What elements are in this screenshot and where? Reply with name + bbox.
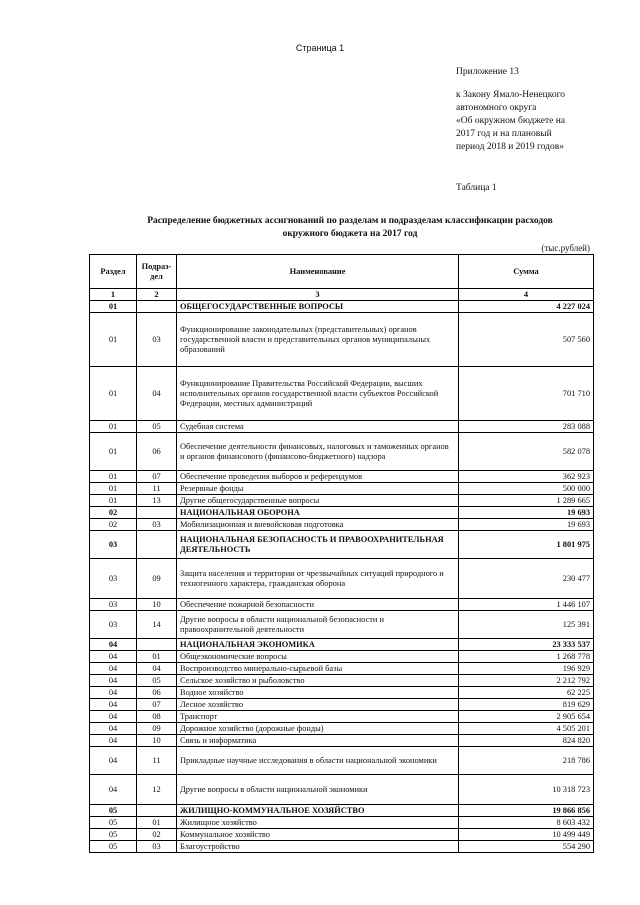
amount-cell: 4 227 024 — [459, 301, 594, 313]
section-code-cell: 03 — [90, 531, 137, 559]
name-cell: Прикладные научные исследования в области национальной экономики — [177, 747, 459, 775]
section-code-cell: 05 — [90, 805, 137, 817]
subsection-code-cell: 04 — [137, 663, 177, 675]
amount-cell: 701 710 — [459, 367, 594, 421]
table-row — [90, 723, 594, 735]
section-code-cell: 04 — [90, 663, 137, 675]
subsection-code-cell: 02 — [137, 829, 177, 841]
subsection-code-cell: 07 — [137, 471, 177, 483]
header-subsection: Подраз-дел — [137, 255, 177, 289]
amount-cell: 2 905 654 — [459, 711, 594, 723]
name-cell: Общеэкономические вопросы — [177, 651, 459, 663]
subsection-code-cell: 09 — [137, 723, 177, 735]
table-row — [90, 663, 594, 675]
section-code-cell: 04 — [90, 711, 137, 723]
appendix-line: «Об окружном бюджете на — [456, 116, 566, 126]
section-code-cell: 05 — [90, 841, 137, 853]
amount-cell: 10 499 449 — [459, 829, 594, 841]
amount-cell: 23 333 537 — [459, 639, 594, 651]
section-code-cell: 04 — [90, 651, 137, 663]
subsection-code-cell: 06 — [137, 687, 177, 699]
appendix-block — [456, 66, 565, 154]
amount-cell: 196 929 — [459, 663, 594, 675]
name-cell: Мобилизационная и вневойсковая подготовка — [177, 519, 459, 531]
section-code-cell: 04 — [90, 723, 137, 735]
amount-cell: 230 477 — [459, 559, 594, 599]
subsection-code-cell: 03 — [137, 841, 177, 853]
subsection-code-cell — [137, 301, 177, 313]
section-code-cell: 05 — [90, 829, 137, 841]
name-cell: ЖИЛИЩНО-КОММУНАЛЬНОЕ ХОЗЯЙСТВО — [177, 805, 459, 817]
table-row — [90, 471, 594, 483]
table-row — [90, 495, 594, 507]
subsection-code-cell: 04 — [137, 367, 177, 421]
amount-cell: 824 820 — [459, 735, 594, 747]
table-row — [90, 313, 594, 367]
column-number: 4 — [459, 289, 594, 301]
header-name: Наименование — [177, 255, 459, 289]
appendix-line: к Закону Ямало-Ненецкого — [456, 90, 566, 100]
amount-cell: 62 225 — [459, 687, 594, 699]
name-cell: Транспорт — [177, 711, 459, 723]
section-code-cell: 04 — [90, 735, 137, 747]
subsection-code-cell: 10 — [137, 599, 177, 611]
subsection-code-cell: 01 — [137, 651, 177, 663]
name-cell: Лесное хозяйство — [177, 699, 459, 711]
amount-cell: 19 866 856 — [459, 805, 594, 817]
table-row — [90, 747, 594, 775]
amount-cell: 10 318 723 — [459, 775, 594, 805]
table-row — [90, 711, 594, 723]
name-cell: Обеспечение проведения выборов и референдумов — [177, 471, 459, 483]
table-row — [90, 559, 594, 599]
amount-cell: 19 693 — [459, 507, 594, 519]
subsection-code-cell — [137, 507, 177, 519]
amount-cell: 582 078 — [459, 433, 594, 471]
table-row — [90, 519, 594, 531]
subsection-code-cell: 09 — [137, 559, 177, 599]
page-label: Страница 1 — [295, 43, 345, 53]
table-label: Таблица 1 — [456, 183, 497, 193]
appendix-line: автономного округа — [456, 103, 537, 113]
table-row — [90, 775, 594, 805]
subsection-code-cell: 10 — [137, 735, 177, 747]
name-cell: Другие вопросы в области национальной безопасности и правоохранительной деятельности — [177, 611, 459, 639]
table-row — [90, 611, 594, 639]
numbering-row — [90, 289, 594, 301]
table-row — [90, 433, 594, 471]
appendix-line: 2017 год и на плановый — [456, 129, 552, 139]
subsection-code-cell: 05 — [137, 675, 177, 687]
section-code-cell: 04 — [90, 675, 137, 687]
amount-cell: 1 446 107 — [459, 599, 594, 611]
table-row — [90, 599, 594, 611]
budget-table — [89, 254, 594, 853]
section-code-cell: 04 — [90, 639, 137, 651]
section-total-row — [90, 531, 594, 559]
section-code-cell: 03 — [90, 559, 137, 599]
section-code-cell: 03 — [90, 611, 137, 639]
document-title-line: окружного бюджета на 2017 год — [282, 229, 418, 239]
table-row — [90, 817, 594, 829]
section-total-row — [90, 301, 594, 313]
section-code-cell: 01 — [90, 433, 137, 471]
name-cell: Водное хозяйство — [177, 687, 459, 699]
table-row — [90, 699, 594, 711]
amount-cell: 362 923 — [459, 471, 594, 483]
amount-cell: 218 786 — [459, 747, 594, 775]
subsection-code-cell — [137, 639, 177, 651]
section-code-cell: 01 — [90, 495, 137, 507]
amount-cell: 19 693 — [459, 519, 594, 531]
amount-cell: 8 603 432 — [459, 817, 594, 829]
table-row — [90, 675, 594, 687]
document-title-line: Распределение бюджетных ассигнований по разделам и подразделам классификации расходов — [147, 216, 553, 226]
subsection-code-cell: 07 — [137, 699, 177, 711]
name-cell: НАЦИОНАЛЬНАЯ ЭКОНОМИКА — [177, 639, 459, 651]
table-row — [90, 829, 594, 841]
name-cell: Связь и информатика — [177, 735, 459, 747]
amount-cell: 1 268 778 — [459, 651, 594, 663]
name-cell: Другие вопросы в области национальной экономики — [177, 775, 459, 805]
section-code-cell: 01 — [90, 367, 137, 421]
amount-cell: 4 505 201 — [459, 723, 594, 735]
name-cell: Функционирование Правительства Российской Федерации, высших исполнительных органов государственной власти субъектов Российской Федерации, местных администраций — [177, 367, 459, 421]
amount-cell: 1 801 975 — [459, 531, 594, 559]
table-row — [90, 483, 594, 495]
table-row — [90, 421, 594, 433]
table-row — [90, 841, 594, 853]
section-code-cell: 02 — [90, 507, 137, 519]
name-cell: Резервные фонды — [177, 483, 459, 495]
document-title — [90, 215, 610, 241]
subsection-code-cell — [137, 531, 177, 559]
amount-cell: 554 290 — [459, 841, 594, 853]
section-total-row — [90, 805, 594, 817]
name-cell: Воспроизводство минерально-сырьевой базы — [177, 663, 459, 675]
name-cell: Защита населения и территории от чрезвычайных ситуаций природного и техногенного характера, гражданская оборона — [177, 559, 459, 599]
name-cell: Другие общегосударственные вопросы — [177, 495, 459, 507]
subsection-code-cell: 03 — [137, 519, 177, 531]
section-code-cell: 01 — [90, 301, 137, 313]
name-cell: Жилищное хозяйство — [177, 817, 459, 829]
section-code-cell: 04 — [90, 699, 137, 711]
name-cell: Судебная система — [177, 421, 459, 433]
amount-cell: 819 629 — [459, 699, 594, 711]
subsection-code-cell: 11 — [137, 483, 177, 495]
table-row — [90, 687, 594, 699]
column-number: 3 — [177, 289, 459, 301]
subsection-code-cell: 05 — [137, 421, 177, 433]
section-code-cell: 01 — [90, 471, 137, 483]
appendix-line: период 2018 и 2019 годов» — [456, 142, 564, 152]
name-cell: Благоустройство — [177, 841, 459, 853]
subsection-code-cell — [137, 805, 177, 817]
section-code-cell: 01 — [90, 421, 137, 433]
name-cell: Функционирование законодательных (представительных) органов государственной власти и представительных органов муниципальных образований — [177, 313, 459, 367]
table-body — [90, 301, 594, 853]
subsection-code-cell: 08 — [137, 711, 177, 723]
section-code-cell: 01 — [90, 313, 137, 367]
name-cell: Коммунальное хозяйство — [177, 829, 459, 841]
column-number: 2 — [137, 289, 177, 301]
amount-cell: 2 212 792 — [459, 675, 594, 687]
name-cell: НАЦИОНАЛЬНАЯ БЕЗОПАСНОСТЬ И ПРАВООХРАНИТЕЛЬНАЯ ДЕЯТЕЛЬНОСТЬ — [177, 531, 459, 559]
amount-cell: 500 000 — [459, 483, 594, 495]
subsection-code-cell: 06 — [137, 433, 177, 471]
amount-cell: 507 560 — [459, 313, 594, 367]
subsection-code-cell: 12 — [137, 775, 177, 805]
section-code-cell: 04 — [90, 747, 137, 775]
subsection-code-cell: 01 — [137, 817, 177, 829]
amount-cell: 125 391 — [459, 611, 594, 639]
section-total-row — [90, 507, 594, 519]
section-code-cell: 04 — [90, 775, 137, 805]
appendix-title: Приложение 13 — [456, 67, 519, 77]
subsection-code-cell: 14 — [137, 611, 177, 639]
subsection-code-cell: 03 — [137, 313, 177, 367]
name-cell: Сельское хозяйство и рыболовство — [177, 675, 459, 687]
table-row — [90, 651, 594, 663]
subsection-code-cell: 11 — [137, 747, 177, 775]
section-total-row — [90, 639, 594, 651]
column-number: 1 — [90, 289, 137, 301]
name-cell: НАЦИОНАЛЬНАЯ ОБОРОНА — [177, 507, 459, 519]
units-label: (тыс.рублей) — [541, 243, 590, 253]
header-section: Раздел — [90, 255, 137, 289]
table-row — [90, 735, 594, 747]
amount-cell: 1 289 665 — [459, 495, 594, 507]
name-cell: Обеспечение деятельности финансовых, налоговых и таможенных органов и органов финансового (финансово-бюджетного) надзора — [177, 433, 459, 471]
subsection-code-cell: 13 — [137, 495, 177, 507]
table-row — [90, 367, 594, 421]
section-code-cell: 04 — [90, 687, 137, 699]
header-amount: Сумма — [459, 255, 594, 289]
section-code-cell: 03 — [90, 599, 137, 611]
name-cell: Обеспечение пожарной безопасности — [177, 599, 459, 611]
header-row — [90, 255, 594, 289]
name-cell: ОБЩЕГОСУДАРСТВЕННЫЕ ВОПРОСЫ — [177, 301, 459, 313]
name-cell: Дорожное хозяйство (дорожные фонды) — [177, 723, 459, 735]
section-code-cell: 05 — [90, 817, 137, 829]
section-code-cell: 01 — [90, 483, 137, 495]
amount-cell: 283 088 — [459, 421, 594, 433]
section-code-cell: 02 — [90, 519, 137, 531]
